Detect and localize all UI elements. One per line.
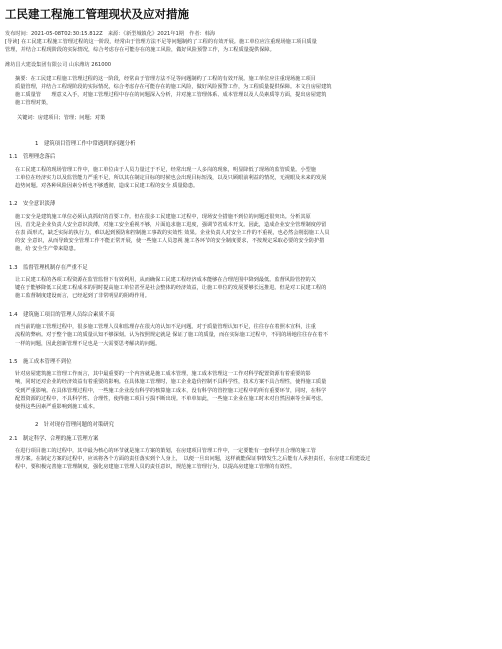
body-line: 受到严重影响。在具体管理过程中，一些施工企业没有科学的核算施工成本，没有科学的管控施工过程中的所有重要环节，同时，在科学 — [15, 387, 327, 394]
author-affiliation: 潍坊昌大建设集团有限公司 山东潍坊 261000 — [5, 61, 112, 68]
section-heading: 1 建筑项目管理工作中常遇到的问题分析 — [35, 140, 136, 147]
body-line: 在进行项目施工的过程中，其中最为核心的环节就是施工方案的策划，在房建项目管理工作中，一定要能有一套科学且合理的施工管 — [15, 447, 316, 454]
body-line: 程中，要积极完善施工管理制度，强化房建施工管理人员的责任意识，规范施工管理行为，以提高房建施工管理的有效性。 — [15, 464, 296, 471]
abstract-line: 摘要：在工民建工程施工管理过程的这一阶段，经常由于管理方法不足等问题制约了工程的有效开展。施工单位应注重现场施工项目 — [15, 75, 316, 82]
guide-line: [导读] 在工民建工程施工管理过程的这一阶段，经常由于管理方法不足等问题制约了工程的有效开展。施工单位应注重现场施工项目质量 — [5, 39, 317, 46]
body-paragraph — [5, 323, 498, 348]
body-line: 键在于能够降低工民建工程成本的同时提高施工单位甚至是社会整体的经济效益，让施工单位的发展要够长远推进。但是对工民建工程的 — [15, 285, 327, 292]
body-line: 流程的弊病。对于整个施工的质量认知不够深刻。认为按照规定就是 保证了施工的质量，而在实际施工过程中，不同的场地往往存在着不 — [15, 332, 328, 339]
body-paragraph — [5, 447, 498, 472]
publish-meta: 发布时间：2021-05-08T02:30:15.812Z 来源：《新型城镇化》2021年1期 作者：韩海 — [5, 31, 216, 37]
body-line: 在工民建工程的现场管理工作中，施工单位由于人员力量过于不足，经常出现一人多岗的现象，明显降低了现场的监管质量。小型施 — [15, 166, 316, 173]
abstract-paragraph — [5, 75, 498, 108]
body-line: 一样的问题，因此创新管理不足也是一大需要思考解决的问题。 — [15, 340, 161, 347]
abstract-line: 施工质量管 理意义入手，对施工管理过程中存在的问题深入分析，并对施工管理体系、成本管理以及人员素质等方面，提出房屋建筑 — [15, 92, 327, 99]
body-line: 使得这些因素严重影响到施工成本。 — [15, 403, 99, 410]
subsection-heading: 1.1 管理理念落后 — [9, 154, 56, 161]
body-line: 施工监督制度建设而言，已经起到了非常明显的阻碍作用。 — [15, 293, 150, 300]
subsection-heading: 1.3 监督管理机制存在严重不足 — [9, 264, 88, 271]
body-paragraph — [5, 370, 498, 411]
body-line: 针对房屋建筑施工管理工作而言，其中最重要的一个内容就是施工成本管理，施工成本管理这一工作对科学配置资源有着重要的影 — [15, 371, 311, 378]
abstract-line: 施工管理对策， — [15, 100, 52, 107]
section-heading: 2 针对现存管理问题的对策研究 — [35, 422, 114, 429]
guide-paragraph — [5, 38, 498, 54]
subsection-heading: 2.1 制定科学、合理的施工管理方案 — [9, 435, 99, 442]
guide-line: 管理，并结合工程现阶段的实际情况，综合考虑存在可能存在的施工风险，做好风险预警工作，为工程质量提供保障。 — [5, 47, 275, 54]
subsection-heading: 1.2 安全意识淡薄 — [9, 201, 56, 208]
body-line: 趋势问题。对各种风险因素分析也不够透彻，造成工民建工程的安全 质量隐患。 — [15, 183, 199, 190]
abstract-line: 质量管理，并结合工程现阶段的实际情况，综合考虑存在可能存在的施工风险，做好风险预警工作，为工程质量提供保障。本文自房屋建筑 — [15, 84, 332, 91]
keywords: 关键词：房建项目；管理；问题；对策 — [17, 114, 106, 121]
document-title: 工民建工程施工管理现状及应对措施 — [5, 7, 189, 21]
body-line: 工单位在经济实力以及监管能力严重不足，所以其在制定目标的时候也会出现目标短浅，以及只顾眼前利益的情况，无视眼及未来的发展 — [15, 174, 327, 181]
body-paragraph — [5, 276, 498, 301]
body-line: 的安 全意识，从而导致安全管理工作不能正常开展，使一些施工人员忽视 施工各环节的安全制度要求，不按规定采取必要的安全防护措 — [15, 238, 325, 245]
body-line: 施工安全是建筑施工单位必须认真抓好的首要工作。但在很多工民建施工过程中，现场安全措施不到位的问题还很突出。分析其原 — [15, 213, 311, 220]
body-line: 因，首先是企业负责人安全意识淡薄，对施工安全重视不够，片面追求施工进度，强调节省成本开支。因此，造成企业安全管理制度停留 — [15, 221, 327, 228]
body-line: 而当前的施工管理过程中，很多施工管理人员和监理存在很大的认知不足问题。对于质量管理认知不足，往往存在着照本宣科，注重 — [15, 324, 316, 331]
body-line: 在表 面形式，缺乏实际的执行力，难以起到预防和控制施工事故的实效性 效果。企业负责人对安全工作的不重视，也必然会削弱施工人员 — [15, 230, 330, 237]
body-line: 理方案。在制定方案的过程中，应该将各个方面的责任落实到个人身上， 以便一旦出问题，这样就能保证事情发生之后能有人承担责任，在房建工程建设过 — [15, 456, 371, 463]
subsection-heading: 1.5 施工成本管理不到位 — [9, 358, 72, 365]
subsection-heading: 1.4 建筑施工项目的管理人员综合素质不高 — [9, 311, 115, 318]
body-paragraph — [5, 213, 498, 254]
body-paragraph — [5, 166, 498, 191]
body-line: 响，同时还对企业的经济效益有着重要的影响。在具体施工管理时，施工企业造价控制不具科学性，技术方案不具合理性，使得施工质量 — [15, 379, 327, 386]
body-line: 施，给 安全生产带来隐患。 — [15, 246, 79, 253]
body-line: 配置资源的过程中，不具科学性、合理性，使得施工项目亏损不断出现。不单单如此，一些施工企业在施工时未对自然因素等全面考虑， — [15, 395, 327, 402]
body-line: 让工民建工程的各项工程资源在监管监督下有效利用，从而确保工民建工程经济成本能够在合理范围中降到最低。监督风险管控的关 — [15, 277, 316, 284]
